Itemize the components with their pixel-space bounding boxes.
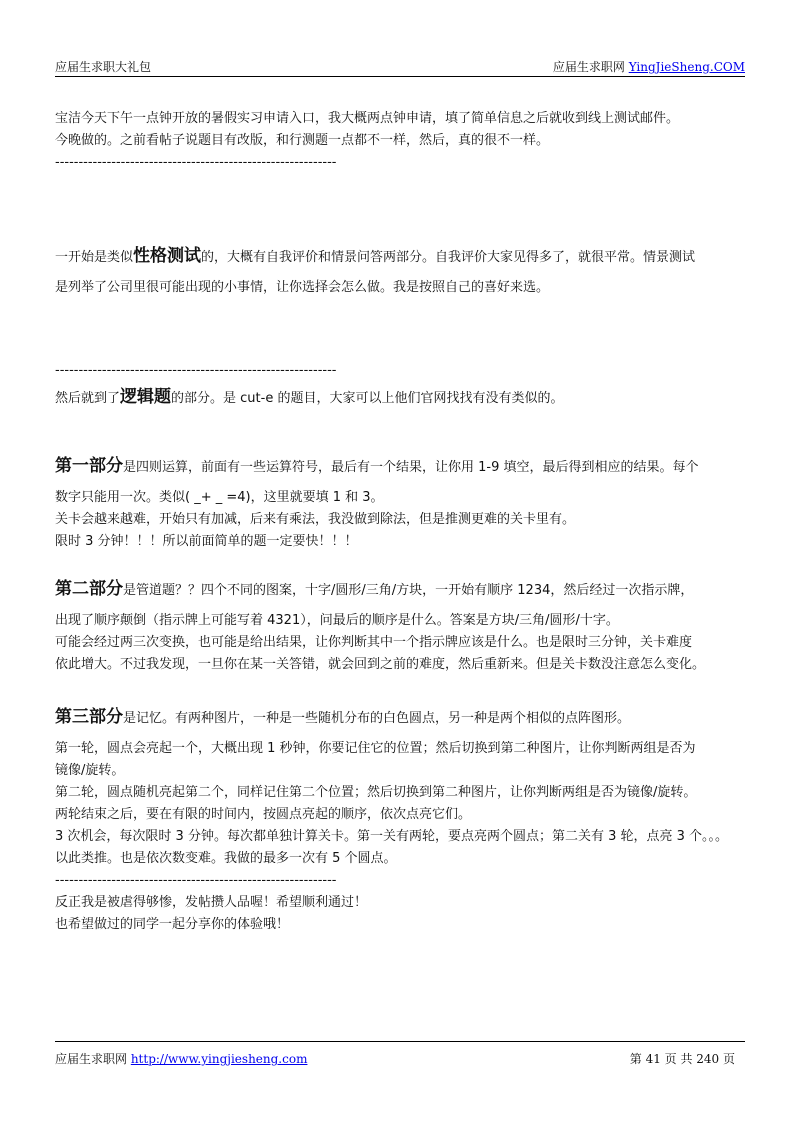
part2-line-4: 依此增大。不过我发现，一旦你在某一关答错，就会回到之前的难度，然后重新来。但是关卡数没注意怎么变化。	[55, 657, 706, 672]
logic-keyword: 逻辑题	[120, 387, 172, 407]
part3-line-5: 两轮结束之后，要在有限的时间内，按圆点亮起的顺序，依次点亮它们。	[55, 807, 472, 822]
header-rule	[55, 76, 745, 77]
intro-paragraph	[55, 108, 750, 174]
part2-line-1	[55, 574, 750, 606]
divider-1: ------------------------------------------------------------	[55, 155, 337, 170]
page-header	[55, 58, 745, 74]
page-footer	[55, 1050, 745, 1066]
footer-site-label: 应届生求职网	[55, 1052, 131, 1066]
personality-line-2: 是列举了公司里很可能出现的小事情，让你选择会怎么做。我是按照自己的喜好来选。	[55, 280, 550, 295]
closing-line-1: 反正我是被虐得够惨，发帖攒人品喔！希望顺利通过！	[55, 895, 368, 910]
logic-post: 的部分。是 cut-e 的题目，大家可以上他们官网找找有没有类似的。	[171, 391, 564, 406]
divider-2: ------------------------------------------------------------	[55, 363, 337, 378]
part1-line-4: 限时 3 分钟！！！所以前面简单的题一定要快！！！	[55, 534, 358, 549]
header-site	[553, 58, 745, 75]
part3-line-6: 3 次机会，每次限时 3 分钟。每次都单独计算关卡。第一关有两轮，要点亮两个圆点；第二关有 3 轮，点亮 3 个。。。	[55, 829, 729, 844]
part2-heading: 第二部分	[55, 579, 123, 599]
divider-3: ------------------------------------------------------------	[55, 873, 337, 888]
part3-line-1-text: 是记忆。有两种图片，一种是一些随机分布的白色圆点，另一种是两个相似的点阵图形。	[123, 711, 631, 726]
part3-line-3: 镜像/旋转。	[55, 763, 125, 778]
part1-paragraph	[55, 451, 750, 553]
part3-paragraph	[55, 702, 750, 936]
footer-rule	[55, 1041, 745, 1042]
personality-keyword: 性格测试	[133, 246, 202, 266]
footer-site-link[interactable]: http://www.yingjiesheng.com	[130, 1052, 308, 1066]
intro-line-2: 今晚做的。之前看帖子说题目有改版，和行测题一点都不一样，然后，真的很不一样。	[55, 133, 550, 148]
part3-line-4: 第二轮，圆点随机亮起第二个，同样记住第二个位置；然后切换到第二种图片，让你判断两组是否为镜像/旋转。	[55, 785, 697, 800]
header-site-label: 应届生求职网	[552, 60, 629, 74]
logic-line	[55, 382, 750, 414]
header-site-link[interactable]: YingJieSheng.COM	[628, 60, 745, 74]
logic-pre: 然后就到了	[55, 391, 121, 406]
personality-paragraph	[55, 241, 750, 303]
part2-paragraph	[55, 574, 750, 676]
part3-heading: 第三部分	[55, 707, 123, 727]
intro-line-1: 宝洁今天下午一点钟开放的暑假实习申请入口，我大概两点钟申请，填了简单信息之后就收到线上测试邮件。	[55, 111, 680, 126]
part2-line-2: 出现了顺序颠倒（指示牌上可能写着 4321），问最后的顺序是什么。答案是方块/三角/圆形/十字。	[55, 613, 619, 628]
part2-line-3: 可能会经过两三次变换，也可能是给出结果，让你判断其中一个指示牌应该是什么。也是限时三分钟，关卡难度	[55, 635, 693, 650]
page-number: 第 41 页 共 240 页	[629, 1052, 735, 1066]
closing-line-2: 也希望做过的同学一起分享你的体验哦！	[55, 917, 290, 932]
part1-heading: 第一部分	[55, 456, 123, 476]
logic-paragraph	[55, 360, 750, 414]
header-title: 应届生求职大礼包	[55, 60, 152, 74]
part2-line-1-text: 是管道题？？四个不同的图案，十字/圆形/三角/方块，一开始有顺序 1234，然后经过一次指示牌，	[123, 583, 694, 598]
part1-line-1-text: 是四则运算，前面有一些运算符号，最后有一个结果，让你用 1-9 填空，最后得到相应的结果。每个	[123, 460, 699, 475]
footer-site	[55, 1050, 307, 1067]
personality-line-1	[55, 241, 750, 273]
part3-line-2: 第一轮，圆点会亮起一个，大概出现 1 秒钟，你要记住它的位置；然后切换到第二种图片，让你判断两组是否为	[55, 741, 696, 756]
part1-line-1	[55, 451, 750, 483]
personality-post: 的，大概有自我评价和情景问答两部分。自我评价大家见得多了，就很平常。情景测试	[201, 250, 696, 265]
part1-line-2: 数字只能用一次。类似( _+ _ =4)，这里就要填 1 和 3。	[55, 490, 384, 505]
part3-line-1	[55, 702, 750, 734]
part3-line-7: 以此类推。也是依次数变难。我做的最多一次有 5 个圆点。	[55, 851, 397, 866]
personality-pre: 一开始是类似	[55, 250, 134, 265]
part1-line-3: 关卡会越来越难，开始只有加减，后来有乘法，我没做到除法，但是推测更难的关卡里有。	[55, 512, 576, 527]
